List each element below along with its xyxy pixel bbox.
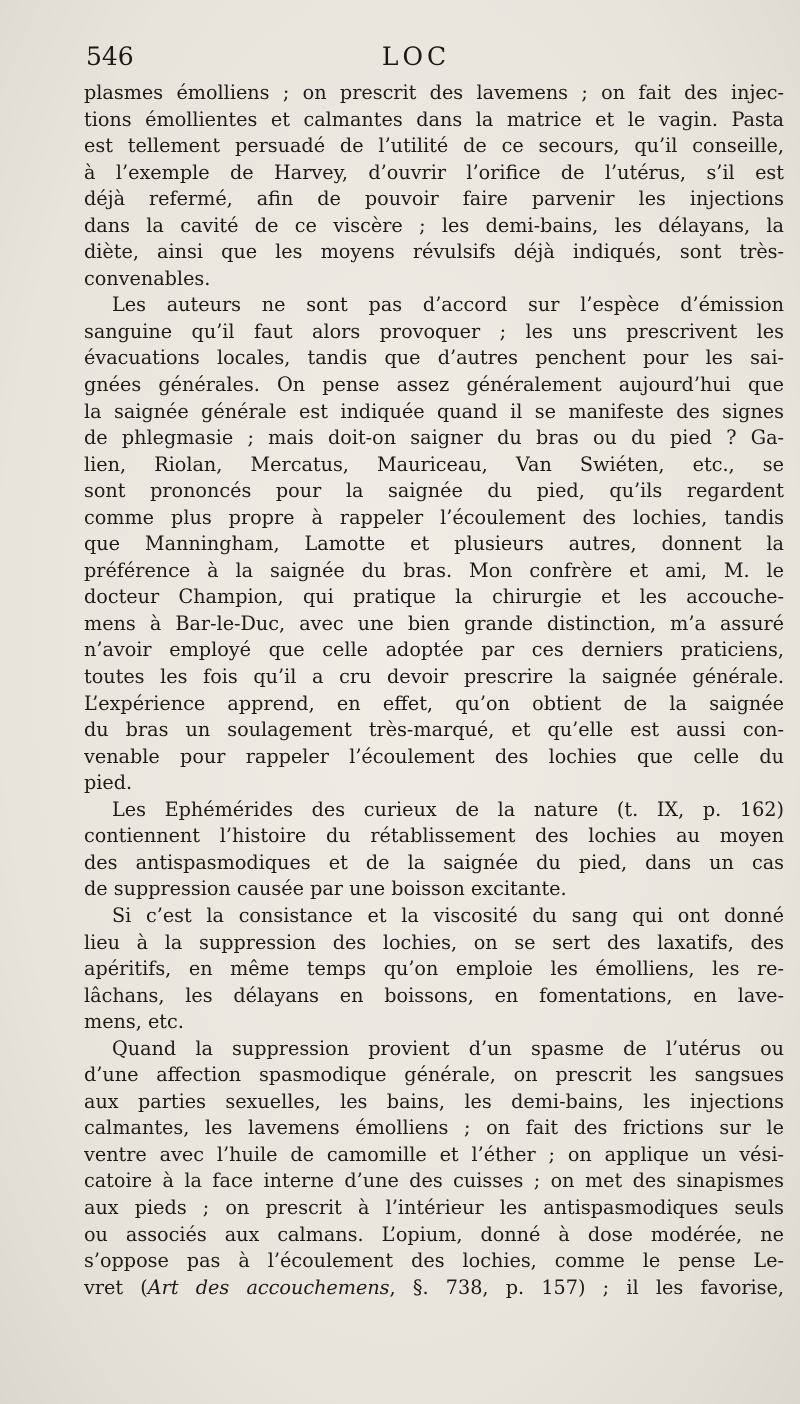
- text-line: comme plus propre à rappeler l’écoulement des lochies, tandis: [84, 505, 784, 529]
- text-line: convenables.: [84, 266, 211, 290]
- page-header: [86, 42, 746, 78]
- text-line: du bras un soulagement très-marqué, et qu’elle est aussi con-: [84, 718, 784, 742]
- text-line: mens, etc.: [84, 1010, 184, 1034]
- text-line: préférence à la saignée du bras. Mon confrère et ami, M. le: [84, 558, 784, 582]
- text-line: diète, ainsi que les moyens révulsifs déjà indiqués, sont très-: [84, 240, 784, 264]
- text-line: plasmes émolliens ; on prescrit des lavemens ; on fait des injec-: [84, 81, 784, 104]
- text-line: toutes les fois qu’il a cru devoir prescrire la saignée générale.: [84, 665, 784, 689]
- text-line: gnées générales. On pense assez généralement aujourd’hui que: [84, 373, 784, 397]
- text-line: Les auteurs ne sont pas d’accord sur l’espèce d’émission: [112, 293, 784, 317]
- text-line: Les Ephémérides des curieux de la nature (t. IX, p. 162): [112, 797, 784, 821]
- text-line: L’expérience apprend, en effet, qu’on obtient de la saignée: [84, 691, 784, 715]
- text-line: la saignée générale est indiquée quand il se manifeste des signes: [84, 399, 784, 423]
- text-line: est tellement persuadé de l’utilité de ce secours, qu’il conseille,: [84, 134, 784, 158]
- text-line: catoire à la face interne d’une des cuisses ; on met des sinapismes: [84, 1169, 784, 1193]
- text-line: que Manningham, Lamotte et plusieurs autres, donnent la: [84, 532, 784, 556]
- text-line: n’avoir employé que celle adoptée par ces derniers praticiens,: [84, 638, 784, 662]
- text-line: contiennent l’histoire du rétablissement des lochies au moyen: [84, 824, 784, 848]
- text-line: aux pieds ; on prescrit à l’intérieur les antispasmodiques seuls: [84, 1195, 784, 1219]
- page-number: 546: [86, 42, 134, 71]
- text-line: des antispasmodiques et de la saignée du pied, dans un cas: [84, 850, 784, 874]
- text-line: docteur Champion, qui pratique la chirurgie et les accouche-: [84, 585, 784, 609]
- text-line: calmantes, les lavemens émolliens ; on fait des frictions sur le: [84, 1116, 784, 1140]
- text-line: lâchans, les délayans en boissons, en fomentations, en lave-: [84, 983, 784, 1007]
- text-line: ou associés aux calmans. L’opium, donné à dose modérée, ne: [84, 1222, 784, 1246]
- text-line: ventre avec l’huile de camomille et l’éther ; on applique un vési-: [84, 1142, 784, 1166]
- text-line: apéritifs, en même temps qu’on emploie les émolliens, les re-: [84, 957, 784, 981]
- text-line: de suppression causée par une boisson excitante.: [84, 877, 567, 901]
- text-line: sanguine qu’il faut alors provoquer ; les uns prescrivent les: [84, 319, 784, 343]
- citation-title: Art des accouchemens: [147, 1275, 390, 1299]
- text-line: déjà refermé, afin de pouvoir faire parvenir les injections: [84, 187, 784, 211]
- page-body: [84, 80, 784, 1301]
- text-line: venable pour rappeler l’écoulement des lochies que celle du: [84, 744, 784, 768]
- text-line-with-citation: [84, 1275, 784, 1302]
- text-line: pied.: [84, 771, 133, 795]
- text-line: de phlegmasie ; mais doit-on saigner du bras ou du pied ? Ga-: [84, 426, 784, 450]
- text-line: dans la cavité de ce viscère ; les demi-bains, les délayans, la: [84, 213, 784, 237]
- text-line: lien, Riolan, Mercatus, Mauriceau, Van Swiéten, etc., se: [84, 452, 784, 476]
- text-line: Si c’est la consistance et la viscosité du sang qui ont donné: [112, 903, 784, 927]
- citation-before: vret (: [84, 1275, 148, 1299]
- text-line: à l’exemple de Harvey, d’ouvrir l’orifice de l’utérus, s’il est: [84, 160, 784, 184]
- text-line: tions émollientes et calmantes dans la matrice et le vagin. Pasta: [84, 107, 784, 131]
- text-line: mens à Bar-le-Duc, avec une bien grande distinction, m’a assuré: [84, 611, 784, 635]
- text-line: lieu à la suppression des lochies, on se sert des laxatifs, des: [84, 930, 784, 954]
- text-line: évacuations locales, tandis que d’autres penchent pour les sai-: [84, 346, 784, 370]
- text-line: sont prononcés pour la saignée du pied, qu’ils regardent: [84, 479, 784, 503]
- running-head: LOC: [381, 42, 451, 71]
- text-line: Quand la suppression provient d’un spasme de l’utérus ou: [112, 1036, 784, 1060]
- text-line: s’oppose pas à l’écoulement des lochies, comme le pense Le-: [84, 1249, 784, 1273]
- text-line: aux parties sexuelles, les bains, les demi-bains, les injections: [84, 1089, 784, 1113]
- citation-after: , §. 738, p. 157) ; il les favorise,: [389, 1275, 784, 1299]
- text-line: d’une affection spasmodique générale, on prescrit les sangsues: [84, 1063, 784, 1087]
